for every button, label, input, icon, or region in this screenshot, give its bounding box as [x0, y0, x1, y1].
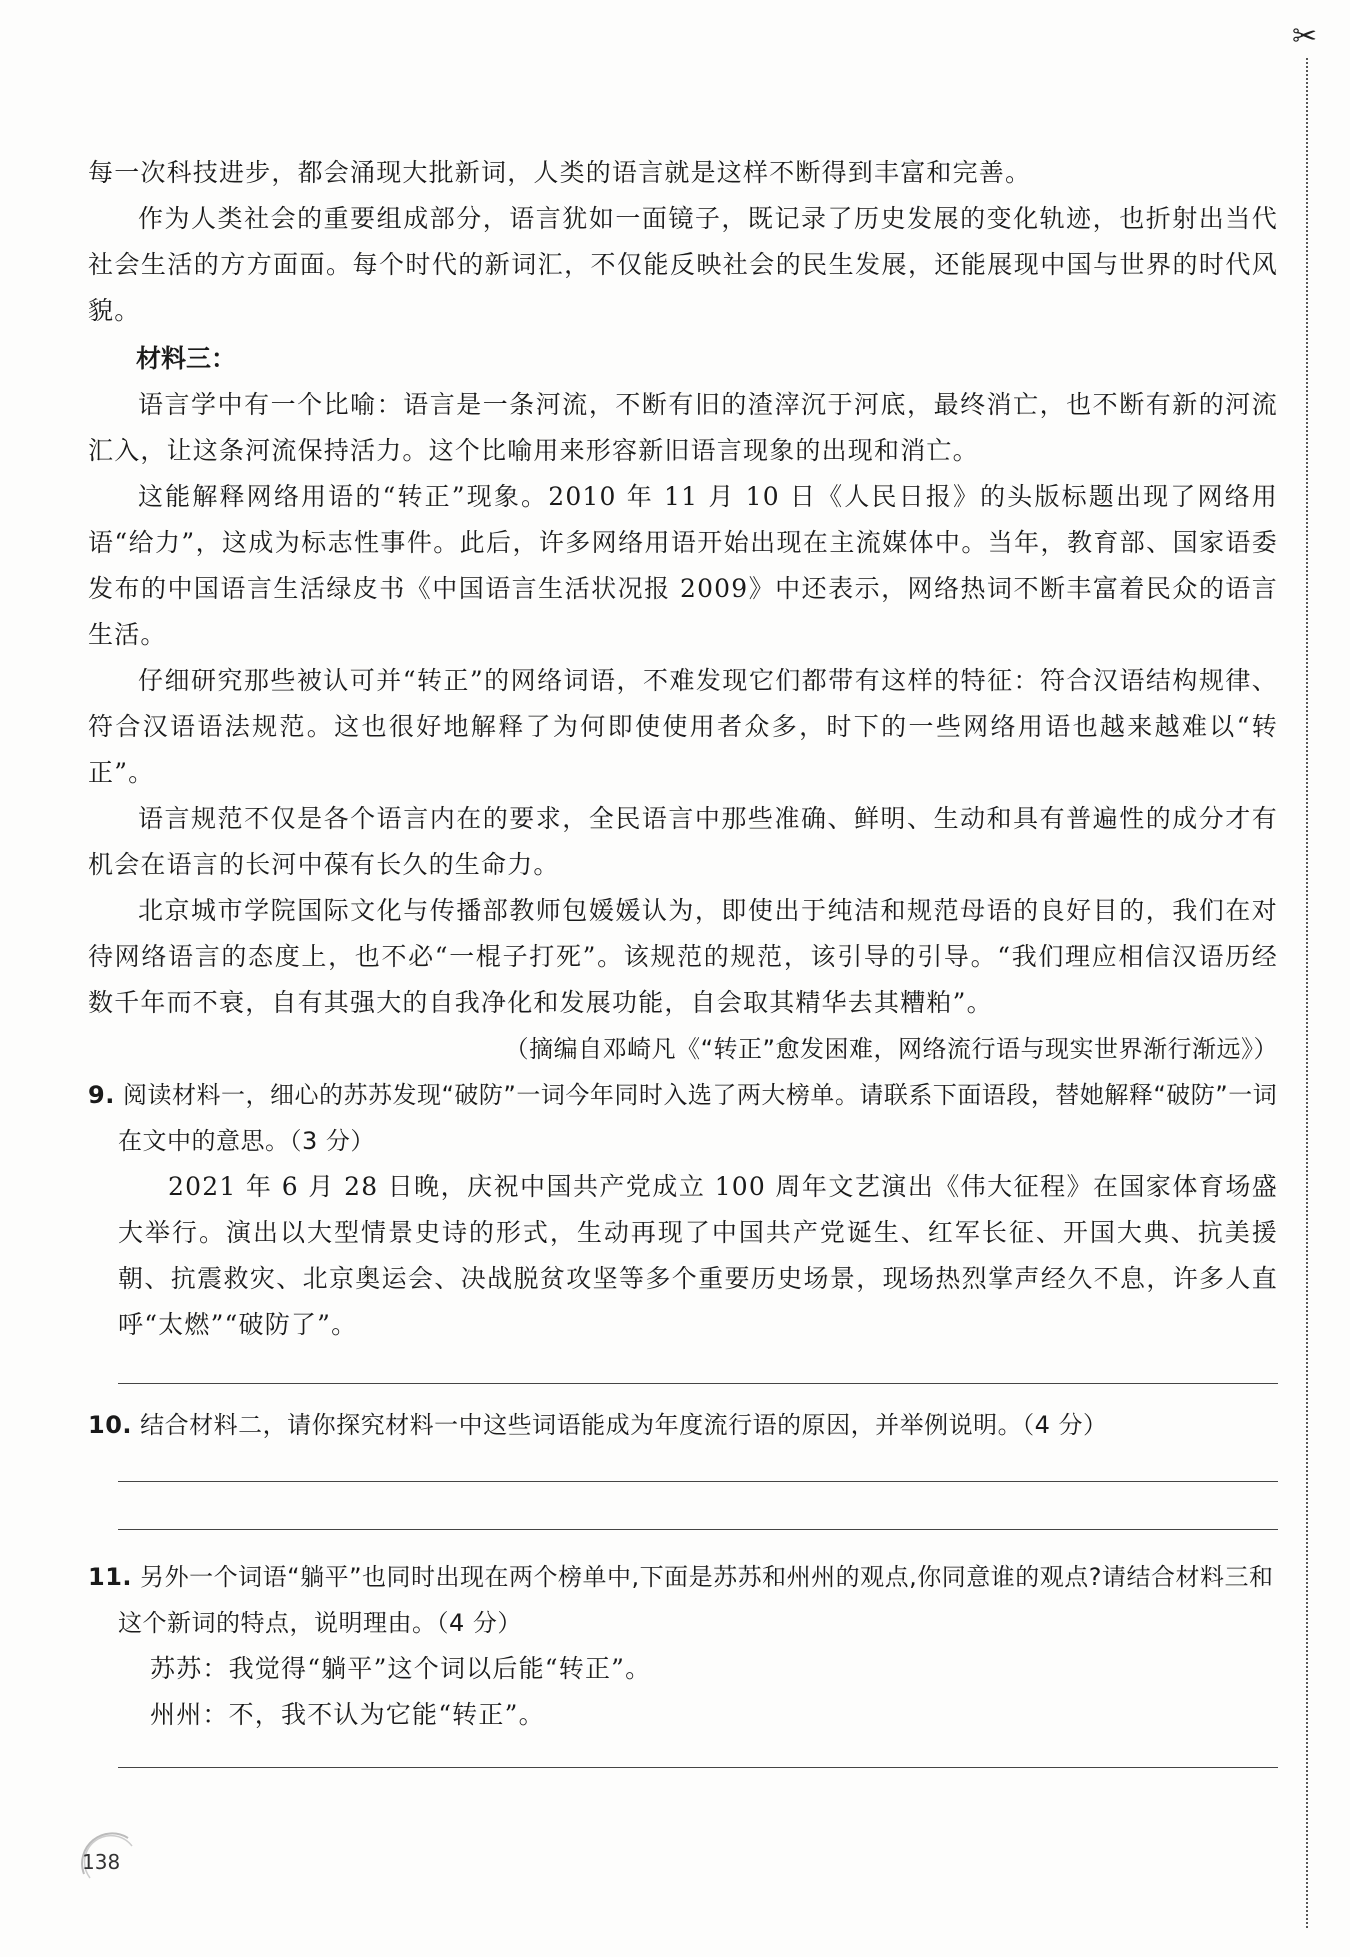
page-content	[88, 150, 1278, 1768]
answer-line-q11[interactable]	[118, 1766, 1278, 1768]
material3-paragraph-2: 这能解释网络用语的“转正”现象。2010 年 11 月 10 日《人民日报》的头版标题出现了网络用语“给力”，这成为标志性事件。此后，许多网络用语开始出现在主流媒体中。当年，教育部、国家语委发布的中国语言生活绿皮书《中国语言生活状况报 2009》中还表示，网络热词不断丰富着民众的语言生活。	[88, 482, 1278, 649]
question-11	[88, 1554, 1278, 1646]
page-number: 138	[82, 1850, 121, 1874]
material3-paragraph-3: 仔细研究那些被认可并“转正”的网络词语，不难发现它们都带有这样的特征：符合汉语结构规律、符合汉语语法规范。这也很好地解释了为何即使使用者众多，时下的一些网络用语也越来越难以“转正”。	[88, 666, 1278, 787]
question-11-susu-view: 苏苏：我觉得“躺平”这个词以后能“转正”。	[150, 1654, 652, 1683]
question-11-text: 另外一个词语“躺平”也同时出现在两个榜单中,下面是苏苏和州州的观点,你同意谁的观点?请结合材料三和这个新词的特点，说明理由。（4 分）	[118, 1563, 1274, 1637]
material3-paragraph-1: 语言学中有一个比喻：语言是一条河流，不断有旧的渣滓沉于河底，最终消亡，也不断有新的河流汇入，让这条河流保持活力。这个比喻用来形容新旧语言现象的出现和消亡。	[88, 390, 1278, 465]
question-10	[88, 1402, 1278, 1448]
material3-paragraph-5: 北京城市学院国际文化与传播部教师包媛媛认为，即使出于纯洁和规范母语的良好目的，我们在对待网络语言的态度上，也不必“一棍子打死”。该规范的规范，该引导的引导。“我们理应相信汉语历经数千年而不衰，自有其强大的自我净化和发展功能，自会取其精华去其糟粕”。	[88, 896, 1278, 1017]
question-11-zhouzhou-view: 州州：不，我不认为它能“转正”。	[150, 1700, 545, 1729]
question-9-quote: 2021 年 6 月 28 日晚，庆祝中国共产党成立 100 周年文艺演出《伟大征程》在国家体育场盛大举行。演出以大型情景史诗的形式，生动再现了中国共产党诞生、红军长征、开国大典、抗美援朝、抗震救灾、北京奥运会、决战脱贫攻坚等多个重要历史场景，现场热烈掌声经久不息，许多人直呼“太燃”“破防了”。	[118, 1172, 1278, 1339]
material3-source: （摘编自邓崎凡《“转正”愈发困难，网络流行语与现实世界渐行渐远》）	[504, 1035, 1278, 1063]
material3-paragraph-4: 语言规范不仅是各个语言内在的要求，全民语言中那些准确、鲜明、生动和具有普遍性的成分才有机会在语言的长河中葆有长久的生命力。	[88, 804, 1278, 879]
question-11-number: 11.	[88, 1563, 133, 1591]
question-10-number: 10.	[88, 1411, 133, 1439]
page-number-badge	[78, 1830, 138, 1886]
question-10-text: 结合材料二，请你探究材料一中这些词语能成为年度流行语的原因，并举例说明。（4 分）	[140, 1411, 1108, 1439]
material3-heading: 材料三：	[136, 344, 237, 373]
question-9-text: 阅读材料一，细心的苏苏发现“破防”一词今年同时入选了两大榜单。请联系下面语段，替她解释“破防”一词在文中的意思。（3 分）	[118, 1081, 1278, 1155]
question-9	[88, 1072, 1278, 1164]
cut-line	[1306, 58, 1308, 1928]
material2-paragraph-2: 作为人类社会的重要组成部分，语言犹如一面镜子，既记录了历史发展的变化轨迹，也折射出当代社会生活的方方面面。每个时代的新词汇，不仅能反映社会的民生发展，还能展现中国与世界的时代风貌。	[88, 204, 1278, 325]
question-9-number: 9.	[88, 1081, 115, 1109]
material2-paragraph-1: 每一次科技进步，都会涌现大批新词，人类的语言就是这样不断得到丰富和完善。	[88, 158, 1032, 187]
scissors-icon: ✂	[1292, 19, 1318, 54]
